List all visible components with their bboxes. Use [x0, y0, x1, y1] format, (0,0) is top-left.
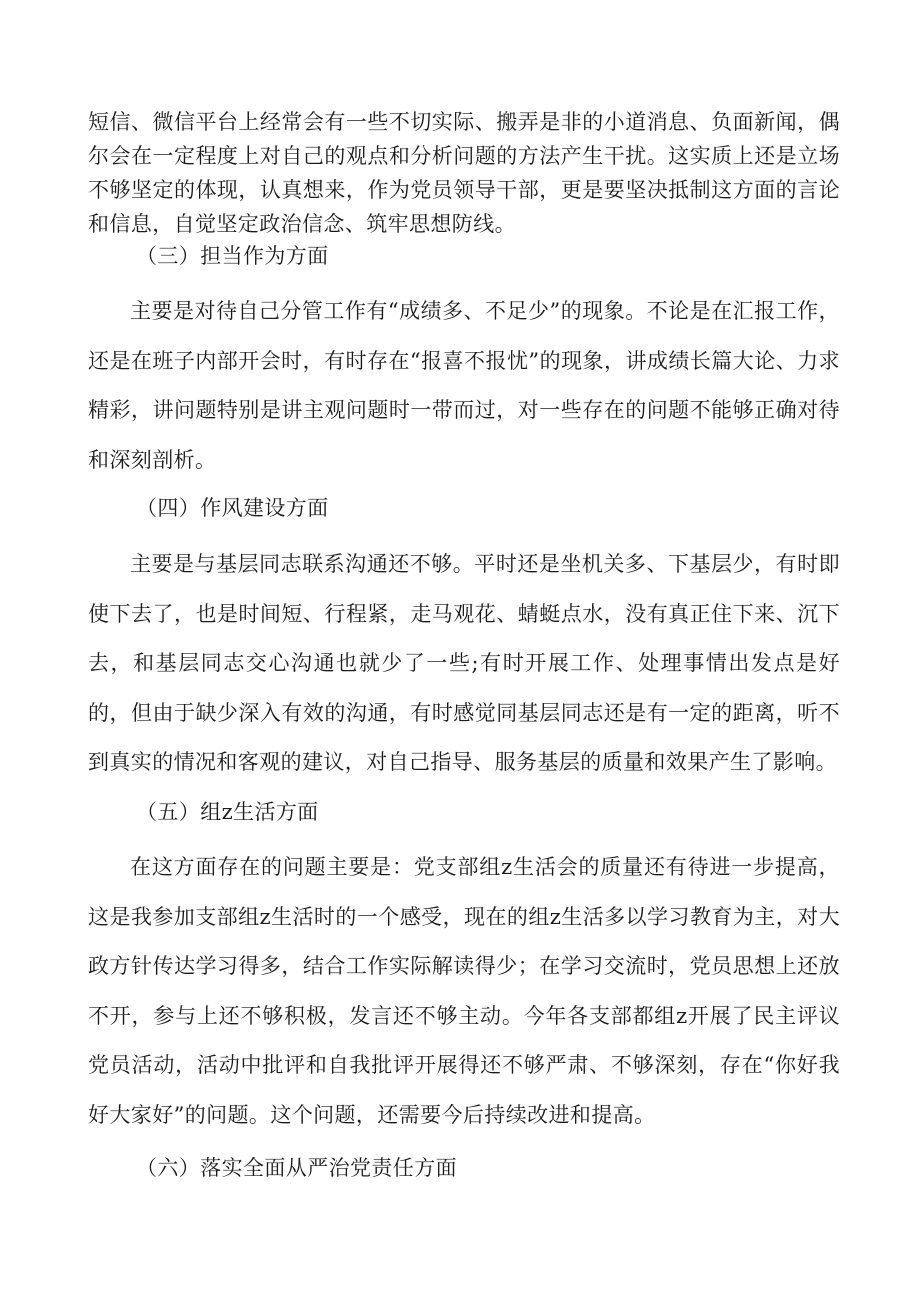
heading-organizational-life: （五）组z生活方面 [136, 800, 319, 824]
heading-party-discipline: （六）落实全面从严治党责任方面 [136, 1156, 457, 1180]
paragraph-information-interference: 短信、微信平台上经常会有一些不切实际、搬弄是非的小道消息、负面新闻，偶尔会在一定程度上对自己的观点和分析问题的方法产生干扰。这实质上还是立场不够坚定的体现，认真想来，作为党员领导干部，更是要坚决抵制这方面的言论和信息，自觉坚定政治信念、筑牢思想防线。 [88, 110, 840, 236]
paragraph-work-style: 主要是与基层同志联系沟通还不够。平时还是坐机关多、下基层少，有时即使下去了，也是时间短、行程紧，走马观花、蜻蜓点水，没有真正住下来、沉下去，和基层同志交心沟通也就少了一些;有时开展工作、处理事情出发点是好的，但由于缺少深入有效的沟通，有时感觉同基层同志还是有一定的距离，听不到真实的情况和客观的建议，对自己指导、服务基层的质量和效果产生了影响。 [88, 552, 840, 774]
paragraph-responsibility: 主要是对待自己分管工作有“成绩多、不足少”的现象。不论是在汇报工作，还是在班子内部开会时，有时存在“报喜不报忧”的现象，讲成绩长篇大论、力求精彩，讲问题特别是讲主观问题时一带而过，对一些存在的问题不能够正确对待和深刻剖析。 [88, 299, 840, 472]
heading-responsibility: （三）担当作为方面 [136, 244, 329, 268]
paragraph-organizational-life: 在这方面存在的问题主要是：党支部组z生活会的质量还有待进一步提高，这是我参加支部组z生活时的一个感受，现在的组z生活多以学习教育为主，对大政方针传达学习得多，结合工作实际解读得少；在学习交流时，党员思想上还放不开，参与上还不够积极，发言还不够主动。今年各支部都组z开展了民主评议党员活动，活动中批评和自我批评开展得还不够严肃、不够深刻，存在“你好我好大家好”的问题。这个问题，还需要今后持续改进和提高。 [88, 855, 840, 1127]
heading-work-style: （四）作风建设方面 [136, 496, 329, 520]
